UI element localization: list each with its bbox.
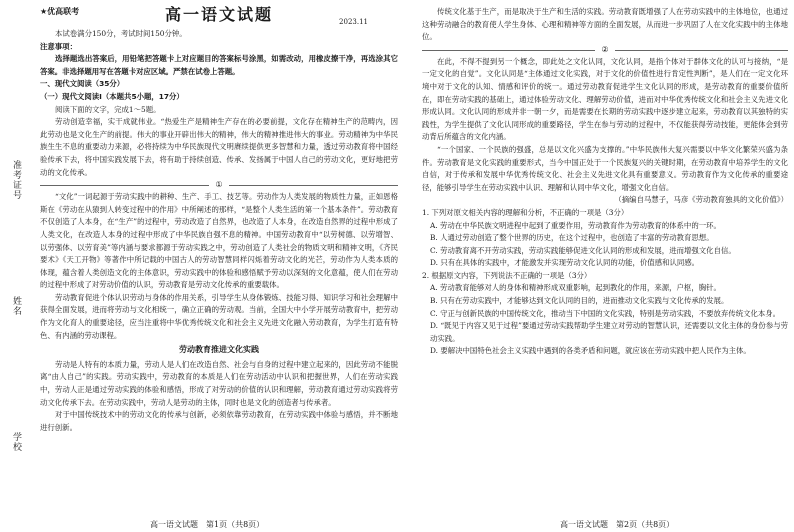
notice-title: 注意事项： [40,41,77,51]
reading-instruction: 阅读下面的文字，完成1～5题。 [55,104,161,114]
passage-subtitle: 劳动教育推进文化实践 [179,345,259,355]
section-heading: 一、现代文阅读（35分） [40,79,125,89]
question-stem: 2. 根据原文内容，下列说法不正确的一项是（3分） [422,270,592,280]
page-header [40,6,398,28]
passage-paragraph: 对于中国传统技术中的劳动文化的传承与创新，必须依靠劳动教育，在劳动实践中体验与感悟，并不断地进行创新。 [40,410,398,432]
notice-item: 选择题选出答案后，用铅笔把答题卡上对应题目的答案标号涂黑，如需改动，用橡皮擦干净，再选涂其它答案。非选择题用写在答题卡对应区域。严禁在试卷上答题。 [40,54,398,76]
page-title: 高一语文试题 [164,6,273,24]
info-line: 本试卷满分150分，考试时间150分钟。 [55,29,187,38]
subsection-heading: （一）现代文阅读Ⅰ（本题共5小题，17分） [40,91,184,101]
school-label: 学校 [11,432,21,452]
passage-paragraph: 传统文化基于生产，而是取决于生产和生活的实践。劳动教育既增强了人在劳动实践中的主体地位，也通过这种劳动融合的教育使人学生身体、心理和精神等方面的全面发展，从而进一步巩固了人在文化实践中的主体地位。 [422,7,788,42]
question-option: B. 只有在劳动实践中，才能够达到文化认同的目的，进而推动文化实践与文化传承的发展。 [430,296,729,306]
exam-date: 2023.11 [339,18,368,26]
question-option: D. 要解决中国特色社会主义实践中遇到的各类矛盾和问题，就应该在劳动实践中把人民作为主体。 [430,346,751,356]
page-footer-right: 高一语文试题 第2页（共8页） [560,520,675,529]
question-option: A. 劳动在中华民族文明进程中起到了重要作用，劳动教育作为劳动教育的体系中的一环。 [430,220,721,230]
question-option: C. 劳动教育离不开劳动实践，劳动实践能够促进文化认同的形成和发展，进而增强文化自信。 [430,245,736,255]
question-option: D. 只有在具体的实践中，才能激发并实现劳动文化认同的功能，价值感和认同感。 [430,258,700,268]
name-label: 姓名 [11,296,21,316]
page-2 [422,6,788,522]
passage-paragraph: 劳动是人特有的本质力量，劳动人是人们在改造自然、社会与自身的过程中建立起来的，因此劳动不能脱离“由人自己”的实践。劳动实践中，劳动教育的本质是人们在劳动活动中认识和把握世界，人们在劳动实践中，劳动人正是通过劳动实践的体验和感悟，形成了对劳动的价值的认识和理解，劳动教育通过劳动实践将劳动文化传承下去。在劳动实践中，劳动人是劳动的主体，同时也是文化的创造者与传承者。 [40,359,398,407]
question-option: A. 劳动教育能够对人的身体和精神形成双重影响，起到教化的作用，来源，户枢，胸针。 [430,283,721,293]
binding-margin [0,0,38,532]
passage-paragraph: 劳动教育促进个体认识劳动与身体的作用关系，引导学生从身体锻炼、技能习得、知识学习和社会理解中获得全面发展，进而将劳动与文化相统一，确立正确的劳动观。当前，全国大中小学开展劳动教育中，把劳动作为文化育人的重要途径，应当注重将中华优秀传统文化和社会主义先进文化融入劳动教育，为学生打造有特色、有内涵的劳动课程。 [40,292,398,340]
exam-number-label: 准考证号 [11,160,21,200]
divider-marker: ① [209,180,228,189]
passage-paragraph: 在此，不得不提到另一个概念，即此处之文化认同，文化认同，是指个体对于群体文化的认可与接纳，“是一定文化的自觉”。文化认同是“主体通过文化实践，对于文化的价值性进行肯定性判断”，是人们在一定文化环境中对于文化的认知、情感和评价的统一。通过劳动教育促进学生文化认同的形成，是劳动教育的重要价值所在，即在劳动实践的基础上，通过体验劳动文化、理解劳动价值，进而对中华优秀传统文化和社会主义先进文化形成认同。文化认同的形成并非一朝一夕，而是需要在长期的劳动实践中逐步建立起来，劳动教育以其独特的实践性，为学生提供了文化认同形成的重要路径，学生在参与劳动的过程中，不仅能获得劳动技能，更能体会到劳动背后所蕴含的文化内涵。 [422,56,788,142]
passage-paragraph: “一个国家、一个民族的强盛，总是以文化兴盛为支撑的。”中华民族伟大复兴需要以中华文化繁荣兴盛为条件。劳动教育是文化实践的重要形式，当今中国正处于一个民族复兴的关键时期，在劳动教育中培养学生的文化自信，对于传承和发展中华优秀传统文化、社会主义先进文化具有重要意义。劳动教育作为文化传承的重要途径，能够引导学生在劳动实践中认识、理解和认同中华文化，增强文化自信。 [422,144,788,192]
passage-paragraph: “文化”一词起源于劳动实践中的耕种、生产、手工、技艺等。劳动作为人类发展的物质性力量，正如恩格斯在《劳动在从猿到人转变过程中的作用》中所阐述的那样，“是整个人类生活的第一个基本条件”。劳动教育不仅创造了人本身，在“生产”的过程中，劳动改造了自然界，也改造了人本身，在改造自然界的过程中形成了人类文化，在改造人本身的过程中形成了中华民族自强不息的精神。中国劳动教育中“以劳树德、以劳增智、以劳强体、以劳育美”等内涵与要求都源于劳动实践之中，劳动创造了人类社会的物质文明和精神文明，《齐民要术》《天工开物》等著作中所记载的中国古人的劳动智慧同样闪烁着劳动文化的光芒，劳动作为人类本质的体现，蕴含着人类创造文化的主体意识，劳动实践中的体验和感悟赋予劳动以深刻的文化意蕴，使人们在劳动的过程中形成了对劳动价值的认识，劳动教育是劳动文化传承的重要载体。 [40,192,398,290]
question-option: B. 人通过劳动创造了整个世界的历史，在这个过程中，也创造了丰富的劳动教育思想。 [430,233,714,243]
page-1 [40,6,398,522]
question-stem: 1. 下列对原文相关内容的理解和分析，不正确的一项是（3分） [422,207,629,217]
section-divider [422,44,788,56]
section-divider [40,179,398,191]
source-citation: （摘编自马慧子，马彦《劳动教育独具的文化价值》） [614,195,788,205]
question-option: D. “既见于内容又见于过程”要通过劳动实践帮助学生建立对劳动的智慧认识，还需要以文化主体的身份参与劳动实践。 [430,321,788,343]
exam-tag: ★优高联考 [40,7,80,16]
divider-marker: ② [595,45,614,54]
page-footer-left: 高一语文试题 第1页（共8页） [150,520,265,529]
question-option: C. 守正与创新民族的中国传统文化，推动当下中国的文化实践，特别是劳动实践，不要放弃传统文化本身。 [430,308,781,318]
passage-paragraph: 劳动创造幸福，实干成就伟业。“热爱生产是精神生产存在的必要前提，文化存在精神生产的范畴内，因此劳动也是文化生产的前提。伟大的事业开辟出伟大的精神，伟大的精神推进伟大的事业。劳动精神为中华民族生生不息的重要动力来源，必将持续为中华民族现代文明赓续提供更多智慧和力量，透过劳动教育将中国经验传承下去，将中国实践发展下去，将有助于持续创造、传承、发扬属于中国人自己的劳动文化，更好地把劳动的文化传承。 [40,117,398,177]
